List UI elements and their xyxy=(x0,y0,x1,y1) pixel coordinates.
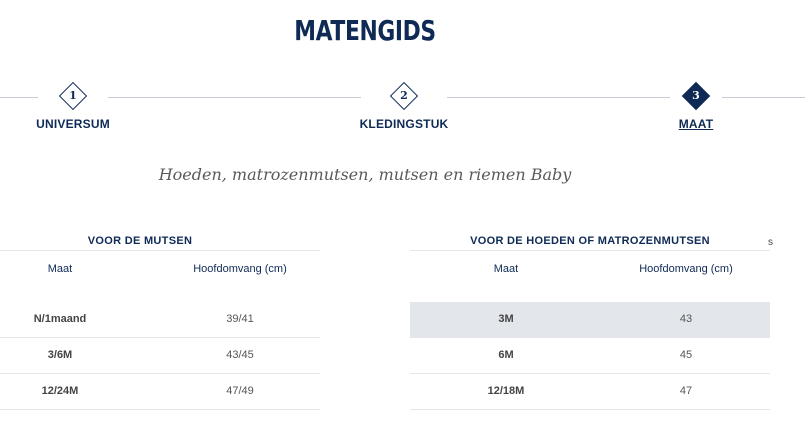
size-cell: 3M xyxy=(498,313,514,325)
page-title: MATENGIDS xyxy=(294,14,436,47)
divider xyxy=(410,337,770,338)
step-line xyxy=(722,97,805,98)
step-line xyxy=(108,97,361,98)
step-label-maat[interactable]: MAAT xyxy=(678,117,714,131)
size-cell: 12/24M xyxy=(41,385,79,397)
table-title: VOOR DE HOEDEN OF MATROZENMUTSEN xyxy=(470,235,710,247)
step-number: 2 xyxy=(400,89,408,102)
divider xyxy=(0,337,320,338)
size-cell: 3/6M xyxy=(47,349,73,361)
divider xyxy=(410,409,770,410)
circumference-cell: 39/41 xyxy=(226,313,254,325)
circumference-cell: 45 xyxy=(679,349,693,361)
step-number: 3 xyxy=(692,89,700,102)
column-header-size: Maat xyxy=(493,263,519,275)
divider xyxy=(410,373,770,374)
circumference-cell: 47/49 xyxy=(226,385,254,397)
column-header-head-circumference: Hoofdomvang (cm) xyxy=(639,263,733,275)
circumference-cell: 47 xyxy=(679,385,693,397)
divider xyxy=(0,250,320,251)
step-label-kledingstuk[interactable]: KLEDINGSTUK xyxy=(359,117,449,131)
divider xyxy=(410,250,770,251)
size-cell: 6M xyxy=(498,349,514,361)
divider xyxy=(0,373,320,374)
stray-text: s xyxy=(768,237,773,248)
column-header-head-circumference: Hoofdomvang (cm) xyxy=(193,263,287,275)
divider xyxy=(0,409,320,410)
category-subtitle: Hoeden, matrozenmutsen, mutsen en riemen Baby xyxy=(158,165,572,184)
circumference-cell: 43 xyxy=(679,313,693,325)
size-cell: N/1maand xyxy=(33,313,87,325)
step-label-universum[interactable]: UNIVERSUM xyxy=(36,117,110,131)
size-cell: 12/18M xyxy=(487,385,525,397)
step-number: 1 xyxy=(69,89,77,102)
column-header-size: Maat xyxy=(47,263,73,275)
circumference-cell: 43/45 xyxy=(226,349,254,361)
step-line xyxy=(0,97,38,98)
table-title: VOOR DE MUTSEN xyxy=(87,235,193,247)
step-line xyxy=(447,97,670,98)
